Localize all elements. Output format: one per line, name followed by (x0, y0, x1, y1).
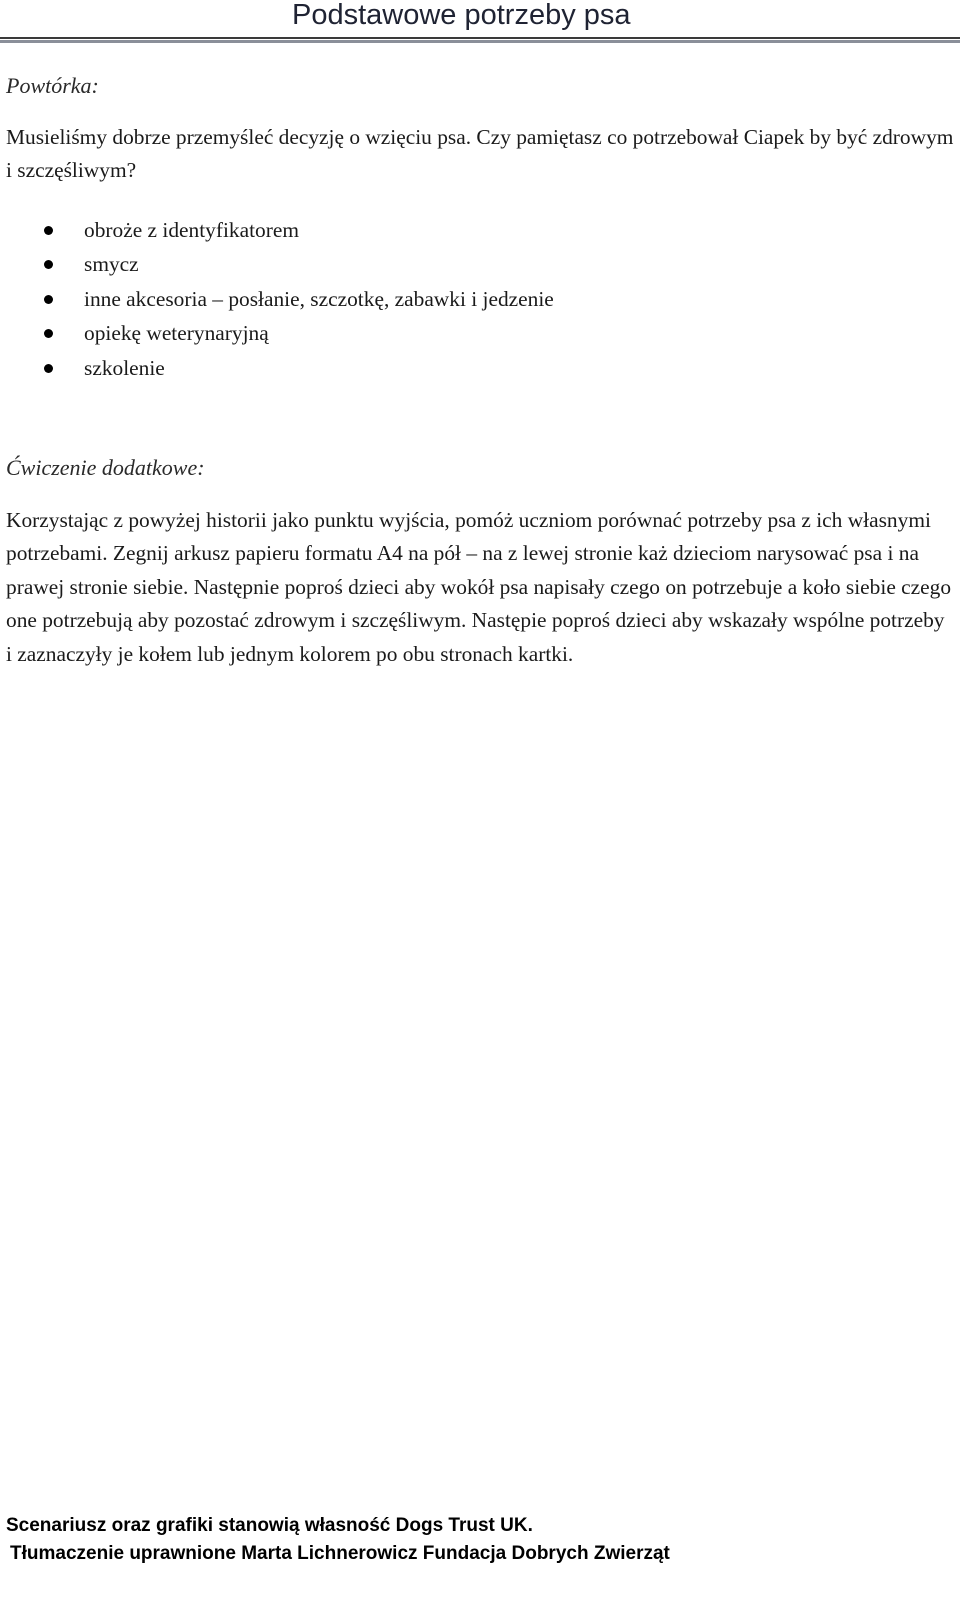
exercise-heading: Ćwiczenie dodatkowe: (6, 455, 205, 480)
title-divider-accent (0, 40, 960, 43)
review-intro-paragraph: Musieliśmy dobrze przemyśleć decyzję o wzięciu psa. Czy pamiętasz co potrzebował Ciapek by być zdrowym i szczęśliwym? (6, 125, 954, 183)
footer-translation-credit: Tłumaczenie uprawnione Marta Lichnerowicz Fundacja Dobrych Zwierząt (10, 1543, 670, 1564)
page-title: Podstawowe potrzeby psa (292, 0, 631, 31)
bullet-icon (44, 295, 53, 304)
list-item-label: opiekę weterynaryjną (84, 321, 269, 346)
bullet-icon (44, 260, 53, 269)
bullet-icon (44, 364, 53, 373)
list-item-label: inne akcesoria – posłanie, szczotkę, zabawki i jedzenie (84, 286, 554, 311)
bullet-icon (44, 226, 53, 235)
list-item-label: smycz (84, 252, 139, 277)
list-item-label: szkolenie (84, 355, 165, 380)
title-divider (0, 37, 960, 39)
list-item-label: obroże z identyfikatorem (84, 218, 300, 242)
review-heading: Powtórka: (6, 73, 99, 98)
footer-copyright: Scenariusz oraz grafiki stanowią własność Dogs Trust UK. (6, 1515, 533, 1536)
bullet-icon (44, 329, 53, 338)
exercise-body-paragraph: Korzystając z powyżej historii jako punktu wyjścia, pomóż uczniom porównać potrzeby psa z ich własnymi potrzebami. Zegnij arkusz papieru formatu A4 na pół – na z lewej stronie każ dzieciom narysować psa i na prawej stronie siebie. Następnie poproś dzieci aby wokół psa napisały czego on potrzebuje a koło siebie czego one potrzebują aby pozostać zdrowym i szczęśliwym. Następie poproś dzieci aby wskazały wspólne potrzeby i zaznaczyły je kołem lub jednym kolorem po obu stronach kartki. (6, 508, 952, 666)
